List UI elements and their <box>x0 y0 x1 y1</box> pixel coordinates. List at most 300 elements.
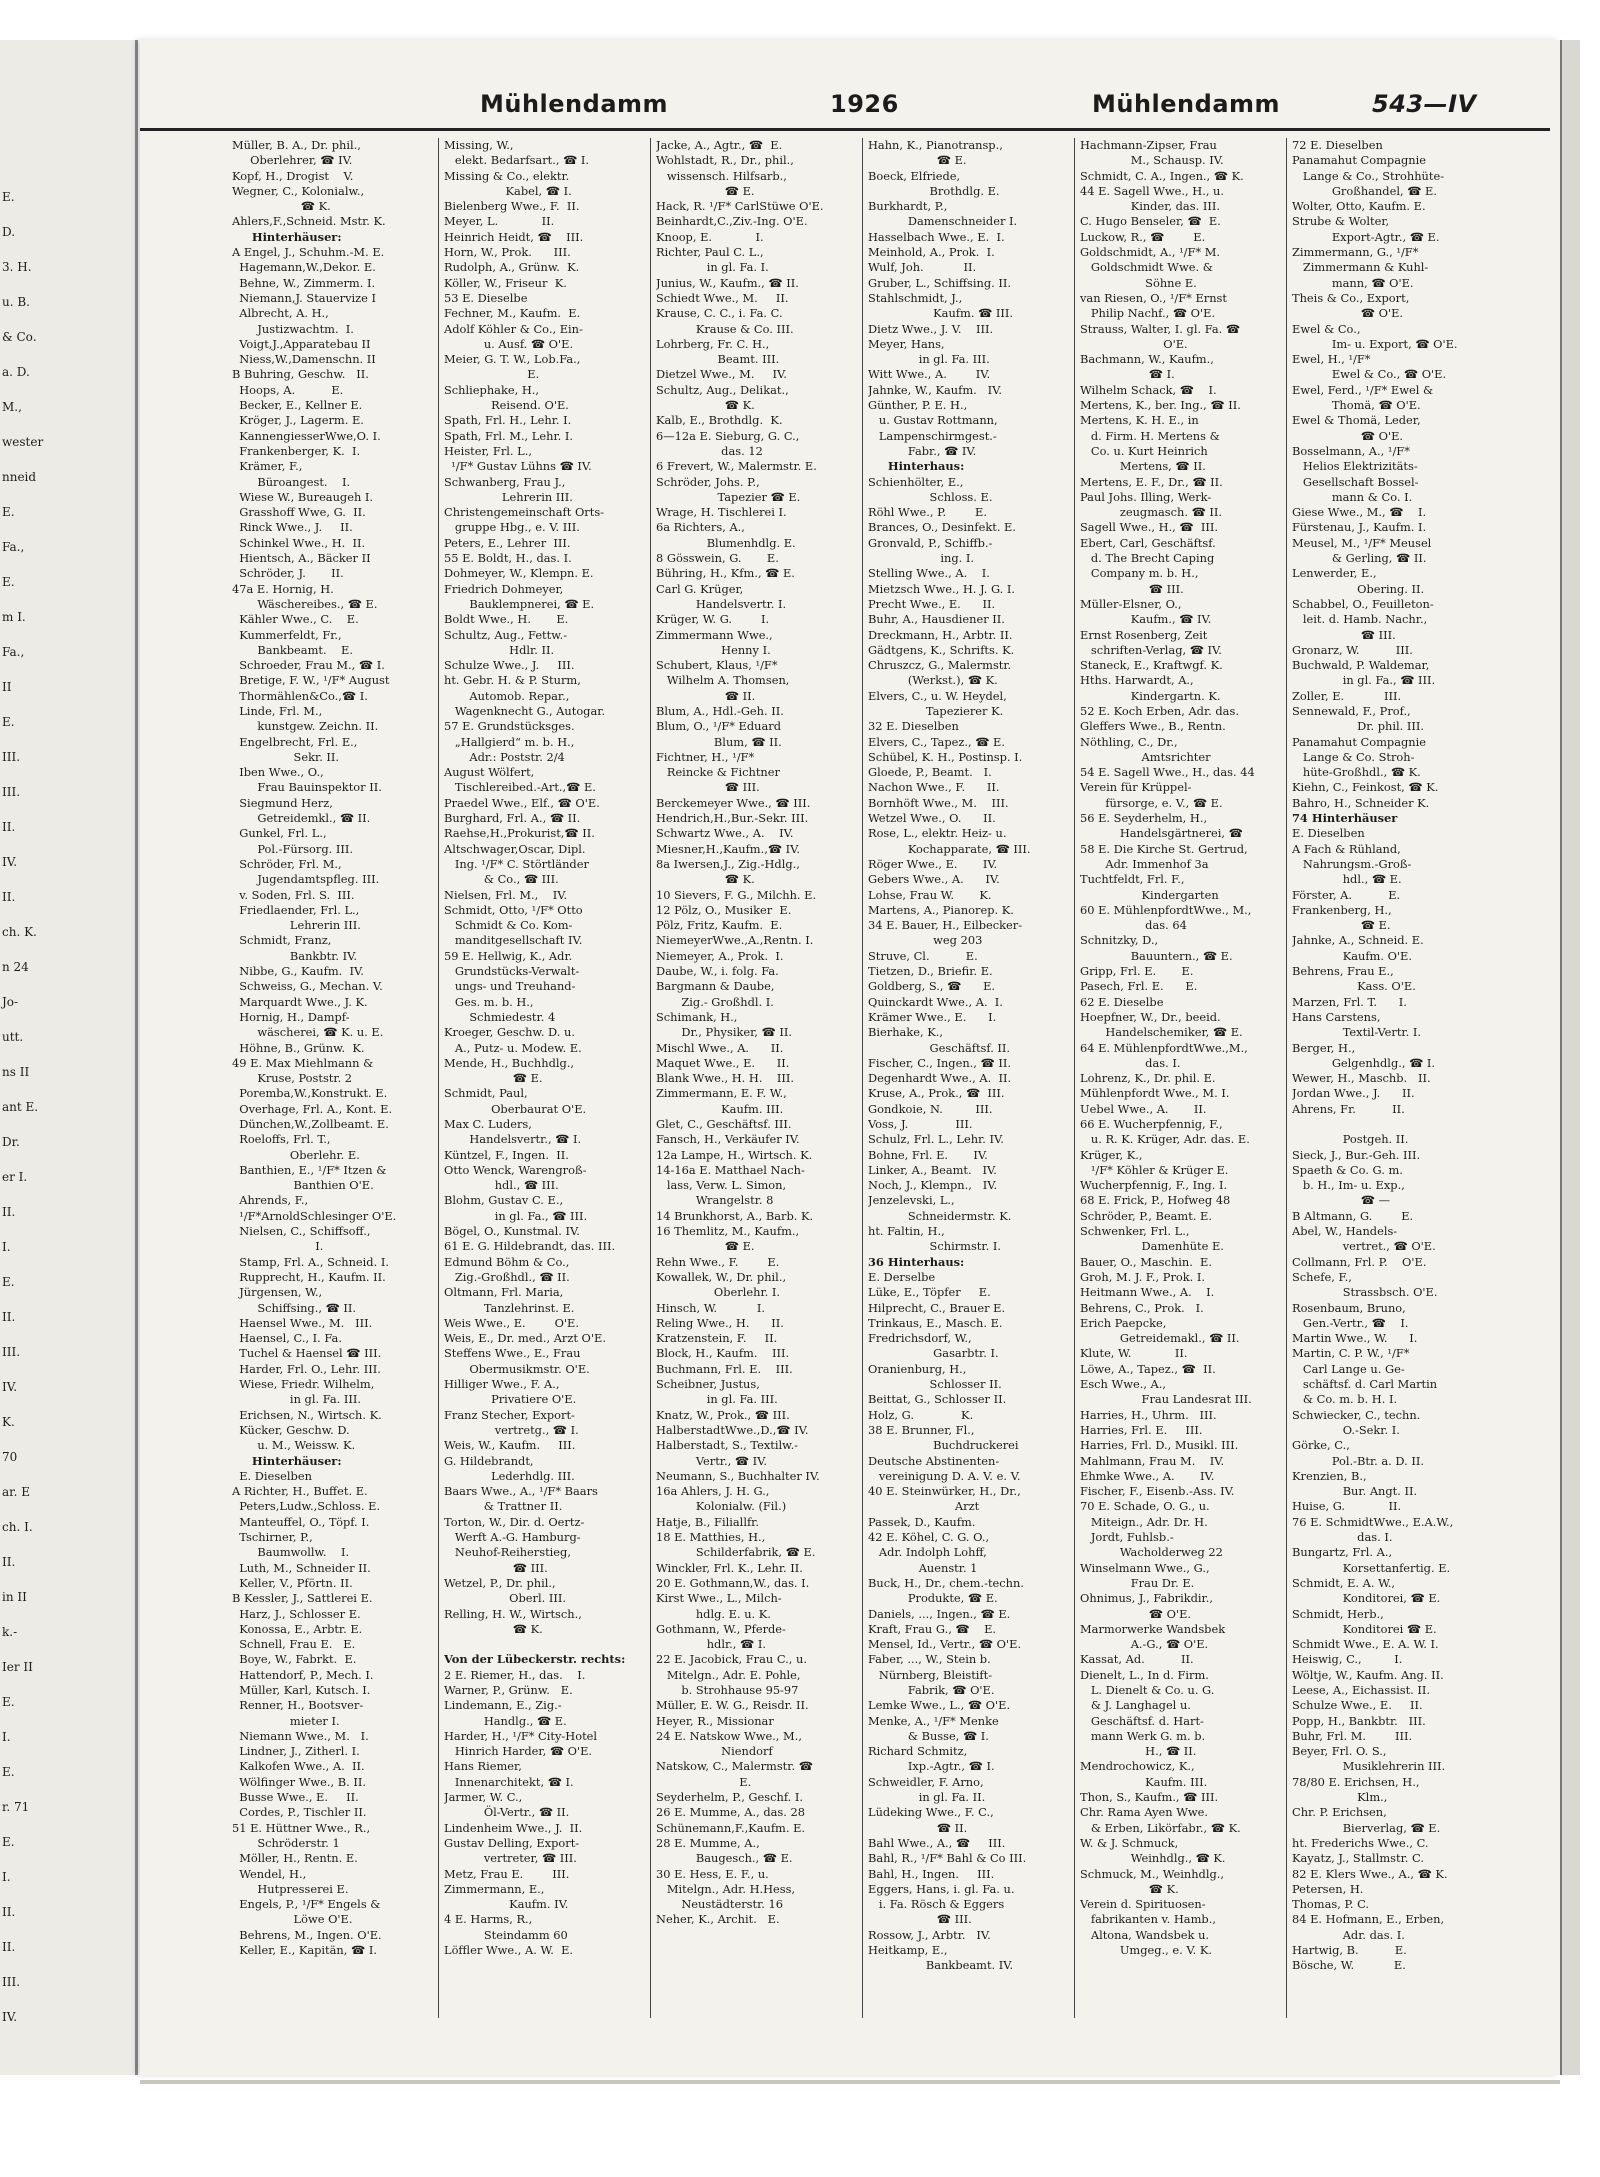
directory-entry-line: Natskow, C., Malermstr. ☎ <box>656 1759 813 1774</box>
directory-entry-line: ing. I. <box>868 551 975 566</box>
directory-entry-line: Tanzlehrinst. E. <box>444 1300 575 1315</box>
directory-entry-line: gruppe Hbg., e. V. III. <box>444 520 580 535</box>
previous-page-fragment: ns II <box>2 1065 30 1079</box>
directory-entry-line: Ebert, Carl, Geschäftsf. <box>1080 535 1216 550</box>
directory-entry-line: Müller-Elsner, O., <box>1080 596 1182 611</box>
directory-entry-line: Adr. Immenhof 3a <box>1080 856 1209 871</box>
directory-entry-line: Musiklehrerin III. <box>1292 1759 1446 1774</box>
directory-entry-line: Schwanberg, Frau J., <box>444 474 566 489</box>
directory-entry-line: Warner, P., Grünw. E. <box>444 1682 573 1697</box>
directory-entry-line: 56 E. Seyderhelm, H., <box>1080 811 1208 826</box>
directory-entry-line: 12a Lampe, H., Wirtsch. K. <box>656 1147 813 1162</box>
directory-entry-line: Faber, ..., W., Stein b. <box>868 1652 991 1667</box>
directory-entry-line: Popp, H., Bankbtr. III. <box>1292 1713 1426 1728</box>
directory-entry-line: Neumann, S., Buchhalter IV. <box>656 1468 820 1483</box>
directory-entry-line: Kabel, ☎ I. <box>444 183 572 198</box>
directory-entry-line: Hientsch, A., Bäcker II <box>232 551 371 566</box>
directory-entry-line: Schnitzky, D., <box>1080 933 1159 948</box>
directory-entry-line: Pol.-Fürsorg. III. <box>232 841 354 856</box>
directory-entry-line: Gothmann, W., Pferde- <box>656 1621 786 1636</box>
previous-page-fragment: II. <box>2 1940 16 1954</box>
directory-entry-line: A Engel, J., Schuhm.-M. E. <box>232 245 385 260</box>
directory-entry-line: ¹/F* Gustav Lühns ☎ IV. <box>444 459 592 474</box>
directory-entry-line: Ehmke Wwe., A. IV. <box>1080 1468 1215 1483</box>
directory-entry-line: 28 E. Mumme, A., <box>656 1835 760 1850</box>
directory-entry-line: Ixp.-Agtr., ☎ I. <box>868 1759 995 1774</box>
directory-entry-line: ☎ O'E. <box>1080 1606 1192 1621</box>
directory-entry-line: das. I. <box>1080 1055 1181 1070</box>
directory-entry-line: Buchwald, P. Waldemar, <box>1292 658 1430 673</box>
directory-entry-line: Daube, W., i. folg. Fa. <box>656 964 779 979</box>
directory-entry-line: Gondkoie, N. III. <box>868 1101 993 1116</box>
directory-entry-line: d. Firm. H. Mertens & <box>1080 428 1220 443</box>
directory-entry-line: Staneck, E., Kraftwgf. K. <box>1080 658 1223 673</box>
directory-entry-line: Behrens, M., Ingen. O'E. <box>232 1927 382 1942</box>
directory-entry-line: Lange & Co., Strohhüte- <box>1292 168 1445 183</box>
directory-entry-line: Zimmermann, G., ¹/F* <box>1292 245 1419 260</box>
directory-entry-line: Gustav Delling, Export- <box>444 1835 580 1850</box>
directory-entry-line: Wöltje, W., Kaufm. Ang. II. <box>1292 1667 1444 1682</box>
previous-page-fragment: wester <box>2 435 44 449</box>
directory-entry-line: hdlg. E. u. K. <box>656 1606 771 1621</box>
directory-entry-line: Iben Wwe., O., <box>232 765 324 780</box>
directory-entry-line: Neher, K., Archit. E. <box>656 1912 780 1927</box>
directory-entry-line: Jürgensen, W., <box>232 1285 323 1300</box>
directory-entry-line: vertretg., ☎ I. <box>444 1422 579 1437</box>
directory-entry-line: Erichsen, N., Wirtsch. K. <box>232 1407 382 1422</box>
directory-entry-line: Bahl Wwe., A., ☎ III. <box>868 1835 1006 1850</box>
directory-entry-line: Jugendamtspfleg. III. <box>232 872 380 887</box>
directory-entry-line: Hartwig, B. E. <box>1292 1943 1407 1958</box>
directory-entry-line: Handelsvertr., ☎ I. <box>444 1132 582 1147</box>
header-rule <box>140 128 1550 131</box>
directory-entry-line: Christengemeinschaft Orts- <box>444 505 605 520</box>
directory-entry-line: Krenzien, B., <box>1292 1468 1367 1483</box>
directory-entry-line: Uebel Wwe., A. II. <box>1080 1101 1207 1116</box>
directory-entry-line: Bankbeamt. IV. <box>868 1958 1014 1973</box>
right-street-heading: Mühlendamm <box>1092 90 1281 118</box>
directory-entry-line: Buchdruckerei <box>868 1438 1019 1453</box>
directory-entry-line: Adr. Indolph Lohff, <box>868 1545 987 1560</box>
directory-entry-line: 57 E. Grundstücksges. <box>444 719 575 734</box>
directory-entry-line: Kirst Wwe., L., Milch- <box>656 1591 782 1606</box>
directory-entry-line: Boldt Wwe., H. E. <box>444 612 569 627</box>
directory-entry-line: Pol.-Btr. a. D. II. <box>1292 1453 1425 1468</box>
previous-page-fragment: E. <box>2 1835 15 1849</box>
directory-entry-line: O'E. <box>1080 336 1188 351</box>
directory-entry-line: das. 64 <box>1080 918 1187 933</box>
previous-page-fragment: K. <box>2 1415 15 1429</box>
directory-entry-line: Krause & Co. III. <box>656 321 794 336</box>
previous-page-fragment: E. <box>2 715 15 729</box>
directory-entry-line: Frankenberger, K. I. <box>232 443 361 458</box>
directory-entry-line: Hahn, K., Pianotransp., <box>868 138 1003 152</box>
directory-entry-line: L. Dienelt & Co. u. G. <box>1080 1682 1215 1697</box>
directory-entry-line: Wäschereibes., ☎ E. <box>232 596 378 611</box>
directory-entry-line: Heister, Frl. L., <box>444 443 532 458</box>
directory-entry-line: Jordan Wwe., J. II. <box>1292 1086 1415 1101</box>
directory-entry-line: Vertr., ☎ IV. <box>656 1453 767 1468</box>
directory-entry-line: Getreidemakl., ☎ II. <box>1080 1331 1240 1346</box>
directory-entry-line: Stelling Wwe., A. I. <box>868 566 990 581</box>
directory-entry-line: Busse Wwe., E. II. <box>232 1790 359 1805</box>
directory-entry-line: Lüdeking Wwe., F. C., <box>868 1805 994 1820</box>
directory-entry-line: Handelsvertr. I. <box>656 596 787 611</box>
previous-page-fragment: II. <box>2 1555 16 1569</box>
directory-entry-line: Raehse,H.,Prokurist,☎ II. <box>444 826 595 841</box>
directory-entry-line: B Buhring, Geschw. II. <box>232 367 369 382</box>
directory-entry-line: Goldschmidt Wwe. & <box>1080 260 1213 275</box>
directory-entry-line: 74 Hinterhäuser <box>1292 811 1398 826</box>
directory-entry-line: Oberl. III. <box>444 1591 566 1606</box>
directory-entry-line: Dr. phil. III. <box>1292 719 1425 734</box>
directory-entry-line: 47a E. Hornig, H. <box>232 581 334 596</box>
directory-entry-line: Lindemann, E., Zig.- <box>444 1698 562 1713</box>
directory-entry-line: HalberstadtWwe.,D.,☎ IV. <box>656 1422 809 1437</box>
previous-page-fragment: E. <box>2 1275 15 1289</box>
directory-entry-line: Haensel, C., I. Fa. <box>232 1331 342 1346</box>
column-divider <box>1074 138 1075 2018</box>
directory-entry-line: 22 E. Jacobick, Frau C., u. <box>656 1652 807 1667</box>
directory-entry-line: Spaeth & Co. G. m. <box>1292 1162 1403 1177</box>
previous-page-fragment: ant E. <box>2 1100 39 1114</box>
directory-entry-line: v. Soden, Frl. S. III. <box>232 887 355 902</box>
directory-entry-line: Schulze Wwe., E. II. <box>1292 1698 1423 1713</box>
directory-entry-line: Schlosser II. <box>868 1377 1002 1392</box>
directory-entry-line: 36 Hinterhaus: <box>868 1254 965 1269</box>
directory-entry-line: Sekr. II. <box>232 749 340 764</box>
directory-entry-line: wäscherei, ☎ K. u. E. <box>232 1025 384 1040</box>
directory-entry-line: Rehn Wwe., F. E. <box>656 1254 780 1269</box>
directory-entry-line: Damenschneider I. <box>868 214 1018 229</box>
directory-entry-line: Hoops, A. E. <box>232 382 344 397</box>
directory-entry-line: in gl. Fa. I. <box>656 260 769 275</box>
directory-entry-line: 24 E. Natskow Wwe., M., <box>656 1728 802 1743</box>
directory-entry-line: & Co., ☎ III. <box>444 872 559 887</box>
directory-entry-line: Leese, A., Eichassist. II. <box>1292 1682 1431 1697</box>
directory-entry-line: ht. Frederichs Wwe., C. <box>1292 1835 1429 1850</box>
directory-entry-line: Rossow, J., Arbtr. IV. <box>868 1927 991 1942</box>
directory-entry-line: Export-Agtr., ☎ E. <box>1292 229 1440 244</box>
directory-entry-line: & J. Langhagel u. <box>1080 1698 1191 1713</box>
directory-entry-line: schäftsf. d. Carl Martin <box>1292 1377 1438 1392</box>
directory-entry-line: 64 E. MühlenpfordtWwe.,M., <box>1080 1040 1248 1055</box>
directory-entry-line: Martin, C. P. W., ¹/F* <box>1292 1346 1410 1361</box>
directory-entry-line: d. The Brecht Caping <box>1080 551 1215 566</box>
directory-entry-line: Beyer, Frl. O. S., <box>1292 1744 1387 1759</box>
directory-entry-line: Kücker, Geschw. D. <box>232 1422 350 1437</box>
directory-column-5 <box>1080 138 1292 2018</box>
directory-entry-line: Buchmann, Frl. E. III. <box>656 1361 793 1376</box>
directory-entry-line: Buck, H., Dr., chem.-techn. <box>868 1575 1024 1590</box>
directory-entry-line: 40 E. Steinwürker, H., Dr., <box>868 1484 1021 1499</box>
directory-entry-line: Ewel, Ferd., ¹/F* Ewel & <box>1292 382 1434 397</box>
directory-entry-line: leit. d. Hamb. Nachr., <box>1292 612 1428 627</box>
directory-entry-line: Müller, E. W. G., Reisdr. II. <box>656 1698 809 1713</box>
directory-entry-line: 34 E. Bauer, H., Eilbecker- <box>868 918 1023 933</box>
directory-entry-line: Strassbsch. O'E. <box>1292 1285 1438 1300</box>
directory-entry-line: Friedlaender, Frl. L., <box>232 902 360 917</box>
directory-entry-line: Schirmstr. I. <box>868 1239 1001 1254</box>
directory-entry-line: Kopf, H., Drogist V. <box>232 168 354 183</box>
directory-entry-line: Hinrich Harder, ☎ O'E. <box>444 1744 593 1759</box>
directory-entry-line: Ges. m. b. H., <box>444 994 534 1009</box>
directory-entry-line: Blohm, Gustav C. E., <box>444 1193 564 1208</box>
directory-entry-line: E. <box>656 1774 752 1789</box>
directory-entry-line: Hasselbach Wwe., E. I. <box>868 229 1005 244</box>
directory-entry-line: 14-16a E. Matthael Nach- <box>656 1162 805 1177</box>
directory-entry-line: Wacholderweg 22 <box>1080 1545 1223 1560</box>
directory-entry-line: KannengiesserWwe,O. I. <box>232 428 381 443</box>
directory-entry-line: Heitkamp, E., <box>868 1943 948 1958</box>
directory-entry-line: Schmuck, M., Weinhdlg., <box>1080 1866 1225 1881</box>
directory-entry-line: Schröder, Johs. P., <box>656 474 760 489</box>
directory-entry-line: Kaufm., ☎ IV. <box>1080 612 1212 627</box>
directory-entry-line: Zoller, E. III. <box>1292 688 1402 703</box>
directory-entry-line: Gesellschaft Bossel- <box>1292 474 1419 489</box>
directory-entry-line: Schulz, Frl. L., Lehr. IV. <box>868 1132 1004 1147</box>
directory-entry-line: mann, ☎ O'E. <box>1292 275 1414 290</box>
directory-entry-line: Kalkofen Wwe., A. II. <box>232 1759 365 1774</box>
directory-entry-line: Automob. Repar., <box>444 688 570 703</box>
directory-entry-line: 82 E. Klers Wwe., A., ☎ K. <box>1292 1866 1448 1881</box>
directory-entry-line: in gl. Fa. III. <box>232 1392 361 1407</box>
directory-entry-line: Banthien O'E. <box>232 1178 374 1193</box>
directory-entry-line: Pölz, Fritz, Kaufm. E. <box>656 918 783 933</box>
directory-entry-line: Tuchtfeldt, Frl. F., <box>1080 872 1185 887</box>
directory-entry-line: Hack, R. ¹/F* CarlStüwe O'E. <box>656 199 824 214</box>
directory-entry-line: Nielsen, Frl. M., IV. <box>444 887 568 902</box>
directory-entry-line: Schmidt, Herb., <box>1292 1606 1384 1621</box>
directory-entry-line: Marmorwerke Wandsbek <box>1080 1621 1226 1636</box>
directory-entry-line: B Kessler, J., Sattlerei E. <box>232 1591 373 1606</box>
directory-entry-line: Tapezierer K. <box>868 703 1004 718</box>
directory-entry-line: Scheibner, Justus, <box>656 1377 760 1392</box>
directory-entry-line: Rosenbaum, Bruno, <box>1292 1300 1406 1315</box>
directory-entry-line: Lampenschirmgest.- <box>868 428 997 443</box>
directory-entry-line: Müller, B. A., Dr. phil., <box>232 138 361 152</box>
directory-entry-line: Horn, W., Prok. III. <box>444 245 571 260</box>
page-binding-edge <box>1560 40 1580 2075</box>
directory-entry-line: Bohne, Frl. E. IV. <box>868 1147 988 1162</box>
directory-entry-line: Dr., Physiker, ☎ II. <box>656 1025 792 1040</box>
directory-entry-line: Lohrberg, Fr. C. H., <box>656 336 770 351</box>
directory-entry-line: Hans Carstens, <box>1292 1009 1381 1024</box>
directory-entry-line: Mietzsch Wwe., H. J. G. I. <box>868 581 1016 596</box>
directory-entry-line: Schubert, Klaus, ¹/F* <box>656 658 778 673</box>
directory-entry-line: Schnell, Frau E. E. <box>232 1637 356 1652</box>
directory-entry-line: ☎ II. <box>868 1820 968 1835</box>
directory-entry-line: (Werkst.), ☎ K. <box>868 673 998 688</box>
directory-entry-line: Dohmeyer, W., Klempn. E. <box>444 566 594 581</box>
directory-entry-line: Beinhardt,C.,Ziv.-Ing. O'E. <box>656 214 808 229</box>
directory-entry-line: Bauuntern., ☎ E. <box>1080 948 1233 963</box>
directory-entry-line: Miesner,H.,Kaufm.,☎ IV. <box>656 841 801 856</box>
directory-entry-line: Gen.-Vertr., ☎ I. <box>1292 1315 1409 1330</box>
directory-entry-line: Peters, E., Lehrer III. <box>444 535 571 550</box>
directory-entry-line: 2 E. Riemer, H., das. I. <box>444 1667 586 1682</box>
directory-entry-line: Ahlers,F.,Schneid. Mstr. K. <box>232 214 386 229</box>
directory-entry-line: Gronvald, P., Schiffb.- <box>868 535 993 550</box>
directory-entry-line: ht. Faltin, H., <box>868 1224 945 1239</box>
directory-entry-line: Linker, A., Beamt. IV. <box>868 1162 997 1177</box>
directory-entry-line: Blumenhdlg. E. <box>656 535 796 550</box>
directory-entry-line: Bühring, H., Kfm., ☎ E. <box>656 566 795 581</box>
directory-entry-line: NiemeyerWwe.,A.,Rentn. I. <box>656 933 814 948</box>
directory-entry-line: Wulf, Joh. II. <box>868 260 977 275</box>
directory-entry-line: & Gerling, ☎ II. <box>1292 551 1427 566</box>
directory-entry-line: Tuchel & Haensel ☎ III. <box>232 1346 382 1361</box>
directory-entry-line: O.-Sekr. I. <box>1292 1422 1400 1437</box>
directory-entry-line: Handelsgärtnerei, ☎ <box>1080 826 1243 841</box>
directory-entry-line: Relling, H. W., Wirtsch., <box>444 1606 582 1621</box>
directory-entry-line: Huise, G. II. <box>1292 1499 1402 1514</box>
directory-entry-line: 66 E. Wucherpfennig, F., <box>1080 1117 1223 1131</box>
directory-entry-line: Spath, Frl. M., Lehr. I. <box>444 428 573 443</box>
directory-entry-line: Wrage, H. Tischlerei I. <box>656 505 787 520</box>
previous-page-fragment: I. <box>2 1240 11 1254</box>
directory-entry-line: Lederhdlg. III. <box>444 1468 575 1483</box>
directory-entry-line: Heyer, R., Missionar <box>656 1713 774 1728</box>
directory-entry-line: Torton, W., Dir. d. Oertz- <box>444 1514 585 1529</box>
directory-entry-line: das. 12 <box>656 443 763 458</box>
directory-entry-line: 70 E. Schade, O. G., u. <box>1080 1499 1210 1514</box>
directory-entry-line: Lehrerin III. <box>444 489 573 504</box>
directory-entry-line: lass, Verw. L. Simon, <box>656 1178 787 1193</box>
previous-page-fragment: IV. <box>2 2010 18 2024</box>
directory-entry-line: Grasshoff Wwe, G. II. <box>232 505 366 520</box>
directory-entry-line: ☎ I. <box>1080 367 1175 382</box>
directory-entry-line: A Fach & Rühland, <box>1292 841 1401 856</box>
directory-entry-line: E. Derselbe <box>868 1269 936 1284</box>
previous-page-fragment: IV. <box>2 1380 18 1394</box>
directory-entry-line: 6 Frevert, W., Malermstr. E. <box>656 459 817 474</box>
directory-entry-line: Boeck, Elfriede, <box>868 168 961 183</box>
directory-entry-line: Groh, M. J. F., Prok. I. <box>1080 1269 1206 1284</box>
previous-page-fragment: Jo- <box>2 995 19 1009</box>
directory-entry-line: Lange & Co. Stroh- <box>1292 749 1415 764</box>
directory-entry-line: Buhr, Frl. M. III. <box>1292 1728 1413 1743</box>
directory-entry-line: schriften-Verlag, ☎ IV. <box>1080 642 1222 657</box>
directory-entry-line: Haensel Wwe., M. III. <box>232 1315 373 1330</box>
directory-entry-line: „Hallgierd“ m. b. H., <box>444 734 575 749</box>
directory-entry-line: Lindenheim Wwe., J. II. <box>444 1820 583 1835</box>
directory-entry-line: Büroangest. I. <box>232 474 351 489</box>
directory-entry-line: Schinkel Wwe., H. II. <box>232 535 366 550</box>
directory-entry-line: Hilliger Wwe., F. A., <box>444 1377 560 1392</box>
directory-entry-line: Beittat, G., Schlosser II. <box>868 1392 1007 1407</box>
directory-entry-line: ¹/F*ArnoldSchlesinger O'E. <box>232 1208 397 1223</box>
directory-entry-line: Schiffsing., ☎ II. <box>232 1300 357 1315</box>
directory-entry-line: M., Schausp. IV. <box>1080 153 1224 168</box>
directory-entry-line: Justizwachtm. I. <box>232 321 354 336</box>
directory-entry-line: Brothdlg. E. <box>868 183 1000 198</box>
year-heading: 1926 <box>830 90 899 118</box>
directory-entry-line: Altona, Wandsbek u. <box>1080 1927 1210 1942</box>
directory-entry-line: Bretige, F. W., ¹/F* August <box>232 673 390 688</box>
directory-entry-line: Oltmann, Frl. Maria, <box>444 1285 564 1300</box>
directory-entry-line: Schwiecker, C., techn. <box>1292 1407 1421 1422</box>
directory-entry-line: Reling Wwe., H. II. <box>656 1315 784 1330</box>
previous-page-fragment: E. <box>2 575 15 589</box>
directory-entry-line: Poremba,W.,Konstrukt. E. <box>232 1086 388 1101</box>
directory-entry-line: Löwe O'E. <box>232 1912 353 1927</box>
directory-entry-line: Kowallek, W., Dr. phil., <box>656 1269 787 1284</box>
directory-entry-line: Kaufm. IV. <box>444 1897 569 1912</box>
directory-entry-line: u. M., Weissw. K. <box>232 1438 356 1453</box>
previous-page-fragment: k.- <box>2 1625 18 1639</box>
directory-entry-line: Roeloffs, Frl. T., <box>232 1132 331 1147</box>
directory-entry-line: Werft A.-G. Hamburg- <box>444 1530 581 1545</box>
directory-entry-line: Mahlmann, Frau M. IV. <box>1080 1453 1225 1468</box>
directory-entry-line: Fansch, H., Verkäufer IV. <box>656 1132 800 1147</box>
directory-entry-line: Röhl Wwe., P. E. <box>868 505 987 520</box>
directory-entry-line: Meier, G. T. W., Lob.Fa., <box>444 352 581 367</box>
directory-entry-line: Frau Landesrat III. <box>1080 1392 1252 1407</box>
directory-entry-line: Voss, J. III. <box>868 1117 973 1131</box>
previous-page-fragment: ch. K. <box>2 925 37 939</box>
directory-entry-line: Handlg., ☎ E. <box>444 1713 567 1728</box>
directory-entry-line: in gl. Fa., ☎ III. <box>1292 673 1436 688</box>
directory-entry-line: Blank Wwe., H. H. III. <box>656 1071 795 1086</box>
directory-entry-line: elekt. Bedarfsart., ☎ I. <box>444 153 590 168</box>
directory-entry-line: Miteign., Adr. Dr. H. <box>1080 1514 1208 1529</box>
directory-entry-line: wissensch. Hilfsarb., <box>656 168 787 183</box>
directory-entry-line: Meusel, M., ¹/F* Meusel <box>1292 535 1432 550</box>
directory-entry-line: Dietz Wwe., J. V. III. <box>868 321 994 336</box>
directory-entry-line: Ewel & Co., ☎ O'E. <box>1292 367 1447 382</box>
directory-entry-line: Mitelgn., Adr. E. Pohle, <box>656 1667 801 1682</box>
previous-page-fragment: Ier II <box>2 1660 33 1674</box>
directory-entry-line: Knoop, E. I. <box>656 229 764 244</box>
directory-entry-line: Panamahut Compagnie <box>1292 734 1427 749</box>
directory-entry-line: Hdlr. II. <box>444 642 555 657</box>
directory-entry-line: Richter, Paul C. L., <box>656 245 764 260</box>
directory-entry-line: mieter I. <box>232 1713 340 1728</box>
directory-entry-line: Gunkel, Frl. L., <box>232 826 327 841</box>
directory-entry-line: Bahl, H., Ingen. III. <box>868 1866 995 1881</box>
directory-entry-line: Nahrungsm.-Groß- <box>1292 856 1412 871</box>
previous-page-fragment: nneid <box>2 470 37 484</box>
directory-entry-line: Dietzel Wwe., M. IV. <box>656 367 787 382</box>
directory-entry-line: Heinrich Heidt, ☎ III. <box>444 229 584 244</box>
directory-entry-line: Schmidt, C. A., Ingen., ☎ K. <box>1080 168 1244 183</box>
directory-entry-line: Friedrich Dohmeyer, <box>444 581 564 596</box>
directory-entry-line: Schmidt, Paul, <box>444 1086 528 1101</box>
directory-entry-line: 20 E. Gothmann,W., das. I. <box>656 1575 810 1590</box>
directory-entry-line: Co. u. Kurt Heinrich <box>1080 443 1208 458</box>
directory-entry-line: u. Ausf. ☎ O'E. <box>444 336 574 351</box>
directory-entry-line: 16 Themlitz, M., Kaufm., <box>656 1224 800 1239</box>
directory-entry-line: Oranienburg, H., <box>868 1361 967 1376</box>
directory-entry-line: Wohlstadt, R., Dr., phil., <box>656 153 794 168</box>
directory-entry-line: Schultz, Aug., Delikat., <box>656 382 789 397</box>
directory-entry-line: 62 E. Dieselbe <box>1080 994 1164 1009</box>
directory-entry-line: Kassat, Ad. II. <box>1080 1652 1194 1667</box>
directory-entry-line: Geschäftsf. d. Hart- <box>1080 1713 1204 1728</box>
directory-entry-line: Konditorei, ☎ E. <box>1292 1591 1441 1606</box>
directory-entry-line: Steffens Wwe., E., Frau <box>444 1346 581 1361</box>
previous-page-fragment: m I. <box>2 610 26 624</box>
directory-entry-line: Schliephake, H., <box>444 382 540 397</box>
directory-entry-line: Wendel, H., <box>232 1866 307 1881</box>
directory-entry-line: Schweiss, G., Mechan. V. <box>232 979 383 994</box>
directory-entry-line: Blum, O., ¹/F* Eduard <box>656 719 782 734</box>
directory-entry-line: Strauss, Walter, I. gl. Fa. ☎ <box>1080 321 1241 336</box>
directory-entry-line: Jordt, Fuhlsb.- <box>1080 1530 1174 1545</box>
directory-entry-line: Obering. II. <box>1292 581 1425 596</box>
directory-entry-line: Zig.-Großhdl., ☎ II. <box>444 1269 570 1284</box>
